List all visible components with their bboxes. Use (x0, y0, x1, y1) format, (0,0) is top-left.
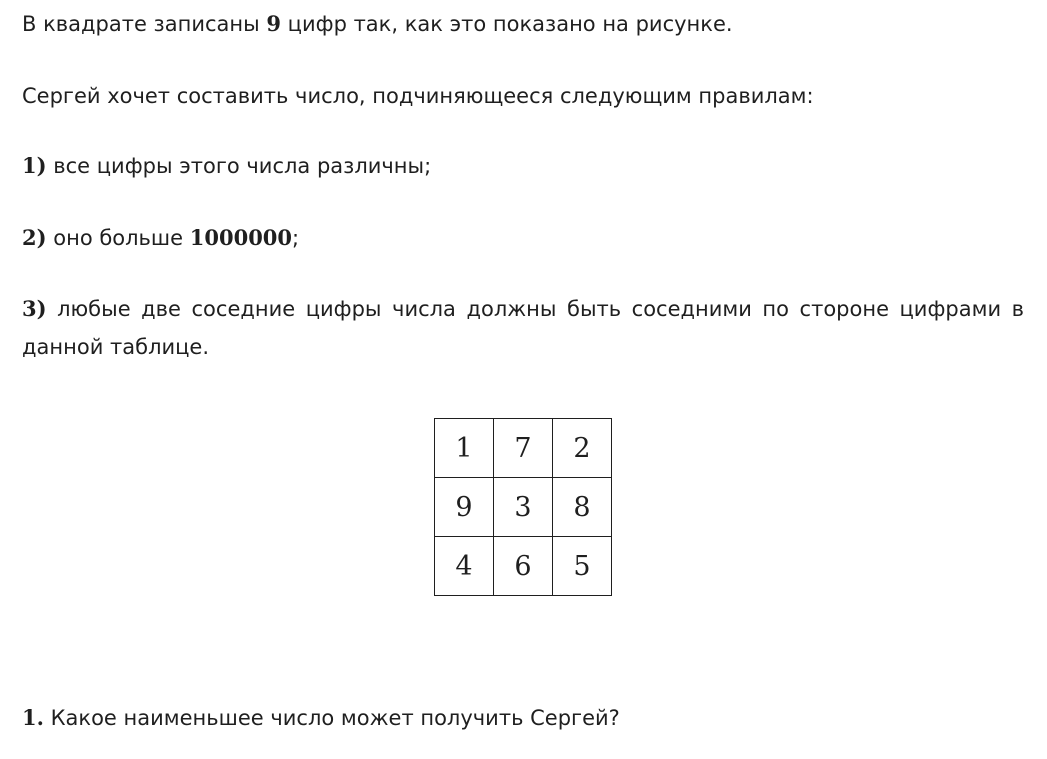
grid-row (435, 537, 612, 596)
rules-intro: Сергей хочет составить число, подчиняющееся следующим правилам: (22, 84, 814, 108)
rule-1-marker: 1) (22, 153, 47, 178)
grid-cell: 6 (494, 537, 553, 596)
digit-grid (434, 418, 612, 596)
grid-cell: 2 (553, 419, 612, 478)
intro-text-before: В квадрате записаны (22, 12, 267, 36)
intro-text (22, 5, 1024, 43)
grid-cell: 9 (435, 478, 494, 537)
question-text: Какое наименьшее число может получить Сергей? (43, 706, 620, 730)
grid-cell: 3 (494, 478, 553, 537)
grid-cell: 1 (435, 419, 494, 478)
rule-1 (22, 147, 1024, 185)
question (22, 699, 1024, 737)
grid-row (435, 419, 612, 478)
grid-cell: 5 (553, 537, 612, 596)
rule-2-text-before: оно больше (46, 226, 190, 250)
rule-3-text: любые две соседние цифры числа должны быть соседними по стороне цифрами в данной таблице. (22, 297, 1024, 359)
grid-cell: 4 (435, 537, 494, 596)
rule-2 (22, 219, 1024, 257)
question-number: 1. (22, 705, 44, 730)
rule-2-marker: 2) (22, 225, 47, 250)
grid-row (435, 478, 612, 537)
rule-3-marker: 3) (22, 296, 47, 321)
rule-2-number: 1000000 (189, 225, 293, 250)
intro-text-after: цифр так, как это показано на рисунке. (281, 12, 733, 36)
rule-1-text: все цифры этого числа различны; (46, 154, 432, 178)
grid-cell: 7 (494, 419, 553, 478)
grid-cell: 8 (553, 478, 612, 537)
digit-count: 9 (266, 11, 281, 36)
rule-2-text-after: ; (292, 226, 300, 250)
rule-3 (22, 290, 1024, 366)
